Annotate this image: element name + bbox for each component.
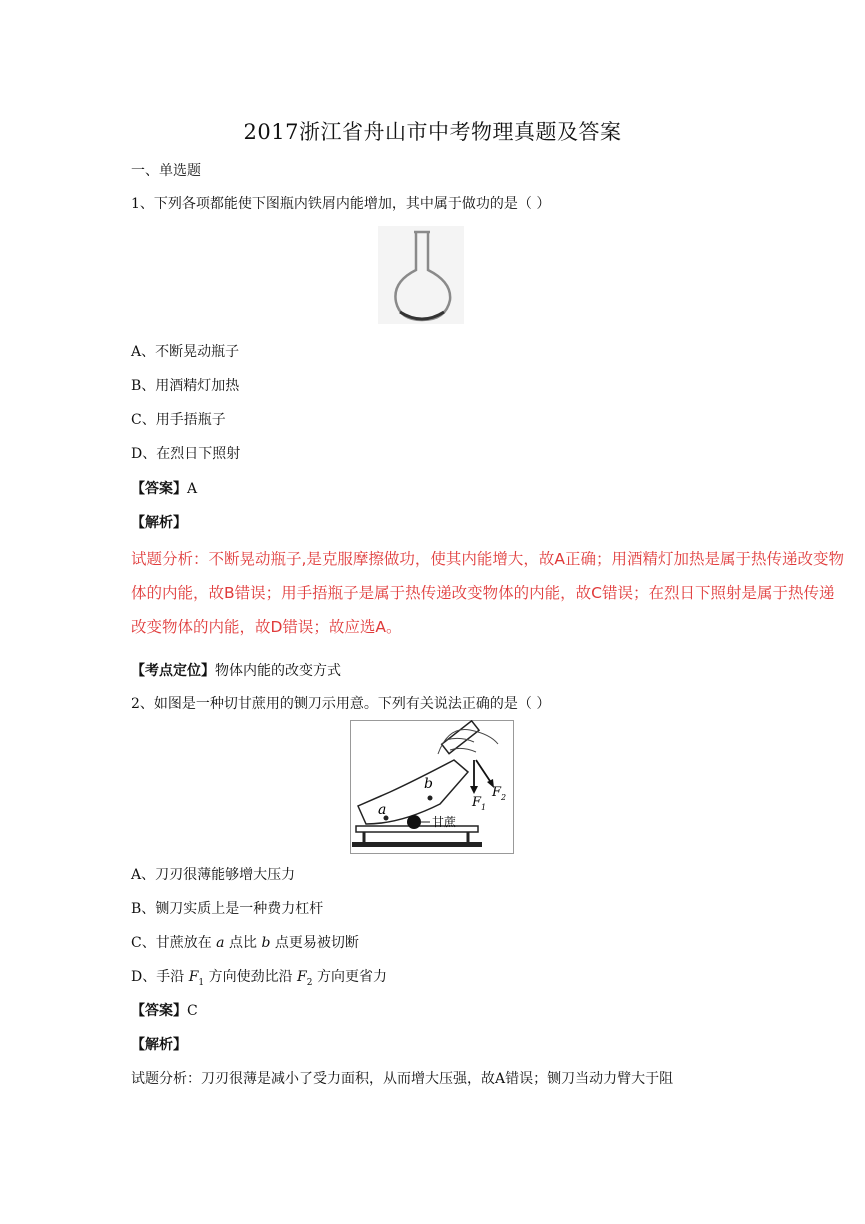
option-d-text: 方向使劲比沿: [204, 969, 298, 985]
option-c-text: C、甘蔗放在: [131, 935, 217, 951]
q1-kaodian: [131, 660, 341, 680]
option-c-text: 点比: [224, 935, 262, 951]
guillotine-diagram: [350, 720, 514, 854]
label-f2-sub: 2: [501, 793, 507, 802]
analysis-line: 体的内能，故B错误；用手捂瓶子是属于热传递改变物体的内能，故C错误；在烈日下照射是属于热传递: [131, 584, 835, 602]
flask-image: [378, 226, 464, 324]
option-d-f2-sub: 2: [306, 977, 313, 988]
label-f1: F: [472, 795, 482, 810]
option-d-f1: F: [188, 969, 199, 985]
option-d-f1-sub: 1: [198, 977, 205, 988]
label-sugarcane: 甘蔗: [432, 815, 457, 829]
label-f2: F: [492, 785, 502, 800]
answer-value: A: [187, 481, 198, 497]
answer-label: 【答案】: [131, 1003, 187, 1019]
kaodian-label: 【考点定位】: [131, 663, 215, 679]
q1-stem: 1、下列各项都能使下图瓶内铁屑内能增加，其中属于做功的是（ ）: [131, 196, 551, 212]
label-b: b: [424, 776, 433, 792]
q1-option-c: C、用手捂瓶子: [131, 412, 226, 428]
q2-option-b: B、铡刀实质上是一种费力杠杆: [131, 901, 324, 917]
option-d-text: 方向更省力: [312, 969, 387, 985]
answer-value: C: [187, 1003, 198, 1019]
q1-analysis-label: 【解析】: [131, 515, 187, 531]
q1-option-b: B、用酒精灯加热: [131, 378, 240, 394]
kaodian-value: 物体内能的改变方式: [215, 663, 341, 679]
analysis-line: 改变物体的内能，故D错误；故应选A。: [131, 618, 402, 636]
q2-option-c: [131, 932, 359, 952]
option-c-text: 点更易被切断: [270, 935, 359, 951]
answer-label: 【答案】: [131, 481, 187, 497]
q2-analysis-text: 试题分析：刀刃很薄是减小了受力面积，从而增大压强，故A错误；铡刀当动力臂大于阻: [131, 1071, 674, 1087]
q2-option-d: [131, 966, 387, 988]
q2-answer: [131, 1000, 198, 1020]
option-c-var-b: b: [261, 935, 271, 951]
option-d-text: D、手沿: [131, 969, 189, 985]
q2-analysis-label: 【解析】: [131, 1037, 187, 1053]
q1-analysis-text: [131, 542, 851, 644]
option-d-f2: F: [297, 969, 307, 985]
q1-answer: [131, 478, 197, 498]
label-a: a: [378, 802, 387, 818]
q1-option-a: A、不断晃动瓶子: [131, 344, 240, 360]
section-heading: 一、单选题: [131, 163, 201, 179]
q2-option-a: A、刀刃很薄能够增大压力: [131, 867, 296, 883]
option-c-var-a: a: [216, 935, 225, 951]
label-f1-sub: 1: [481, 803, 487, 812]
analysis-line: 试题分析：不断晃动瓶子,是克服摩擦做功，使其内能增大，故A正确；用酒精灯加热是属于热传递改变物: [131, 550, 845, 568]
q2-stem: 2、如图是一种切甘蔗用的铡刀示用意。下列有关说法正确的是（ ）: [131, 696, 551, 712]
q1-option-d: D、在烈日下照射: [131, 446, 241, 462]
page-title: 2017浙江省舟山市中考物理真题及答案: [243, 120, 622, 144]
